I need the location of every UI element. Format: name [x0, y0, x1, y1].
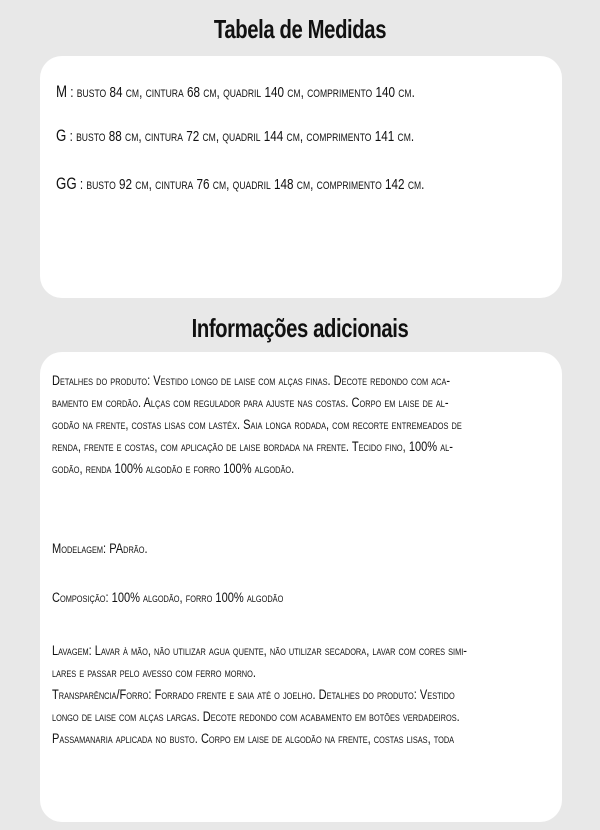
size-row-g — [56, 126, 414, 146]
size-measurements: : busto 92 cm, cintura 76 cm, quadril 148 cm, comprimento 142 cm. — [79, 176, 425, 193]
size-row-gg — [56, 174, 424, 194]
text-line: godão na frente, costas lisas com lastéx. Saia longa rodada, com recorte entremeados de — [52, 417, 462, 432]
text-line: bamento em cordão. Alças com regulador para ajuste nas costas. Corpo em laise de al- — [52, 395, 449, 410]
modelagem-text — [52, 538, 552, 560]
additional-info-card — [40, 352, 562, 822]
size-measurements: : busto 88 cm, cintura 72 cm, quadril 144 cm, comprimento 141 cm. — [69, 128, 415, 145]
text-line: Modelagem: PAdrão. — [52, 541, 148, 556]
text-line: longo de laise com alças largas. Decote redondo com acabamento em botões verdadeiros. — [52, 709, 460, 724]
composicao-text — [52, 587, 552, 609]
size-code: M — [56, 82, 68, 101]
size-row-m — [56, 82, 415, 102]
text-line: godão, renda 100% algodão e forro 100% algodão. — [52, 461, 295, 476]
size-table-card — [40, 56, 562, 298]
text-line: Detalhes do produto: Vestido longo de laise com alças finas. Decote redondo com aca- — [52, 373, 451, 388]
text-line: Lavagem: Lavar à mão, não utilizar agua quente, não utilizar secadora, lavar com cores simi- — [52, 643, 467, 658]
text-line: renda, frente e costas, com aplicação de laise bordada na frente. Tecido fino, 100% al- — [52, 439, 453, 454]
text-line: Transparência/Forro: Forrado frente e saia até o joelho. Detalhes do produto: Vestido — [52, 687, 455, 702]
product-details — [52, 370, 552, 480]
size-code: GG — [56, 174, 77, 193]
size-code: G — [56, 126, 67, 145]
text-line: lares e passar pelo avesso com ferro morno. — [52, 665, 256, 680]
text-line: Composição: 100% algodão, forro 100% algodão — [52, 590, 284, 605]
additional-info-title: Informações adicionais — [191, 313, 409, 343]
size-measurements: : busto 84 cm, cintura 68 cm, quadril 140 cm, comprimento 140 cm. — [70, 84, 415, 101]
size-table-title: Tabela de Medidas — [213, 14, 387, 44]
text-line: Passamanaria aplicada no busto. Corpo em laise de algodão na frente, costas lisas, toda — [52, 731, 455, 746]
lavagem-text — [52, 640, 552, 750]
